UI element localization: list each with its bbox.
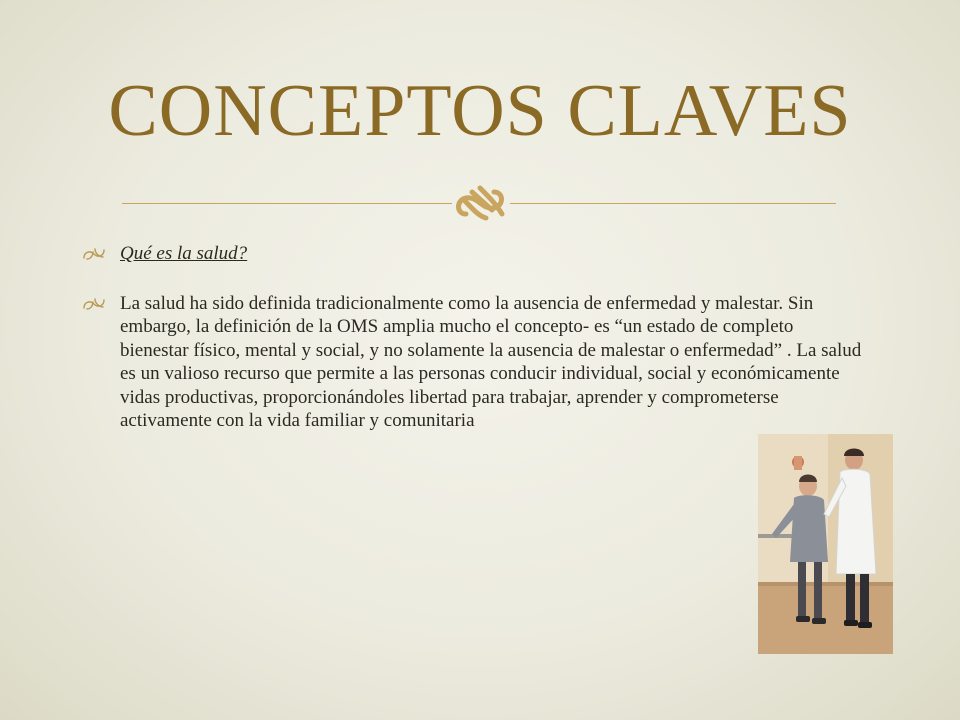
scroll-bullet-icon [82, 296, 106, 312]
caregiver-photo [758, 434, 893, 654]
caregiver-illustration [758, 434, 893, 654]
bullet-list [82, 242, 862, 433]
title-divider-right [510, 203, 836, 204]
scroll-bullet-icon [82, 246, 106, 262]
bullet-text-definition: La salud ha sido definida tradicionalmente como la ausencia de enfermedad y malestar. Sin embargo, la definición de la OMS amplia mucho el concepto- es “un estado de completo bienestar físico, mental y social, y no solamente la ausencia de malestar o enfermedad” . La salud es un valioso recurso que permite a las personas conducir individual, social y económicamente vidas productivas, proporcionándoles libertad para trabajar, aprender y comprometerse activamente con la vida familiar y comunitaria [120, 292, 862, 431]
scroll-ornament-icon [452, 180, 510, 226]
slide-title: CONCEPTOS CLAVES [108, 70, 852, 152]
bullet-item-definition [82, 292, 862, 433]
title-divider-left [122, 203, 452, 204]
bullet-item-question [82, 242, 862, 266]
bullet-text-question: Qué es la salud? [120, 243, 248, 264]
